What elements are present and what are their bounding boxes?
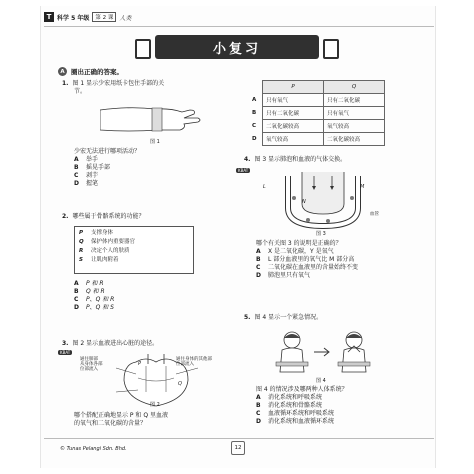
question-5-body [256,386,386,426]
page-header [44,10,131,24]
question-number: 5. [244,314,251,321]
option-label: D [256,272,261,279]
row-label: D [252,136,257,142]
option-text: 消化系统和骨骼系统 [268,402,323,409]
question-2-options [74,280,114,312]
option-label: B [74,288,79,295]
option-label: C [256,410,261,417]
option-a[interactable] [74,280,114,288]
option-c[interactable] [74,172,140,180]
option-label: C [74,296,79,303]
stem-text: 哪些属于骨骼系统的功能？ [72,213,145,220]
stem-text: 图 3 显示肺泡和血液的气体交换。 [254,156,347,163]
subject-label: 科学 5 年级 [57,14,90,22]
statement-text: 保护体内重要器官 [91,239,136,245]
table-header: Q [324,81,385,94]
statement-label: S [79,257,83,263]
book-logo: T [44,12,54,22]
option-d[interactable] [74,304,114,312]
option-text: P 和 R [86,280,104,287]
question-3-stem [62,340,158,348]
option-label: D [256,418,261,425]
option-b[interactable] [256,256,386,264]
label-line: 通往身体的其他部 [176,357,212,362]
question-number: 1. [62,80,69,87]
section-badge: A [58,67,67,76]
option-label: B [74,164,79,171]
option-c[interactable] [256,410,386,418]
label-line: 位部流入 [176,362,194,367]
table-row[interactable] [252,120,385,133]
page-number: 12 [231,441,245,455]
figure-caption: 图 3 [316,231,326,237]
statement-text: 支撑身体 [91,230,114,236]
option-label: A [256,248,261,255]
option-text: X 是二氧化碳，Y 是氧气 [268,248,334,255]
table-row[interactable] [252,94,385,107]
question-1-body [74,148,140,188]
option-text: 握笔 [86,180,99,187]
option-text: Q 和 R [86,288,105,295]
stem-text: 图 4 显示一个紧急情况。 [254,314,323,321]
table-cell: 只有氧气 [324,107,385,120]
option-text: 举手 [86,156,99,163]
option-text: 消化系统和血液循环系统 [268,418,335,425]
table-cell: 二氧化碳较高 [324,133,385,146]
question-1-stem [62,80,242,96]
statement-text: 决定个人的肤质 [91,248,130,254]
label-line: 位部流入 [80,367,98,372]
question-2-stem [62,213,144,221]
heart-label-right [176,357,212,367]
question-4-body [256,240,386,280]
option-label: C [74,172,79,179]
statements-box [74,226,194,274]
option-text: L 部分血液里的氧气比 M 部分高 [268,256,355,263]
heart-label-left [80,357,103,372]
label-p: P [138,361,142,367]
option-d[interactable] [256,272,386,280]
question-text: 图 4 的情况涉及哪两种人体系统？ [256,386,348,393]
answer-table [252,80,385,146]
question-number: 4. [244,156,251,163]
option-d[interactable] [74,180,140,188]
table-cell: 只有氧气 [263,94,324,107]
table-header: P [263,81,324,94]
label-line: 通往肺部 [80,357,98,362]
chapter-title: 人类 [119,14,132,22]
option-text: 摇晃手部 [86,164,111,171]
hand-figure [100,100,220,140]
option-label: A [74,156,79,163]
option-b[interactable] [256,402,386,410]
question-line: 哪个搭配正确地显示 P 和 Q 里血液 [74,412,168,419]
option-a[interactable] [256,248,386,256]
option-text: 消化系统和呼吸系统 [268,394,323,401]
chapter-chip: 第 2 课 [92,12,116,22]
figure-caption: 图 4 [316,378,326,384]
row-label: C [252,123,257,129]
row-label: A [252,97,257,103]
question-4-stem [244,156,346,164]
option-a[interactable] [74,156,140,164]
option-text: 剥芋 [86,172,99,179]
table-cell: 只有二氧化碳 [324,94,385,107]
table-cell: 氧气较高 [324,120,385,133]
section-heading [58,67,123,76]
question-5-stem [244,314,322,322]
option-label: A [74,280,79,287]
figure-caption: 图 1 [150,139,160,145]
section-banner: 小复习 [155,35,319,59]
option-label: D [74,180,79,187]
question-number: 2. [62,213,69,220]
emergency-figure [268,328,378,376]
statement-label: P [79,230,84,236]
table-row[interactable] [252,133,385,146]
kbat-badge: KBAT [238,168,249,173]
table-cell: 氧气较高 [263,133,324,146]
header-divider [44,26,434,27]
kbat-badge: KBAT [60,350,71,355]
question-line: 的氧气和二氧化碳的含量？ [74,420,147,427]
label-q: Q [178,381,182,387]
statement-label: Q [79,239,84,245]
option-text: 二氧化碳在血液里的含量始终不变 [268,264,359,271]
question-text: 少宏无法进行哪项活动？ [74,148,141,155]
figure-caption: 图 2 [150,402,160,408]
option-text: 肺泡里只有氧气 [268,272,311,279]
option-label: D [74,304,79,311]
option-label: B [256,256,261,263]
publisher-credit: © Tunas Pelangi Sdn. Bhd. [60,446,127,452]
footer-divider [44,438,434,439]
option-text: 血液循环系统和呼吸系统 [268,410,335,417]
table-cell: 二氧化碳较高 [263,120,324,133]
option-b[interactable] [74,288,114,296]
question-text: 哪个有关图 3 的说明是正确的？ [256,240,342,247]
option-c[interactable] [74,296,114,304]
row-label: B [252,110,257,116]
question-number: 3. [62,340,69,347]
option-text: P、Q 和 R [86,296,115,303]
label-line: 从身体各部 [80,362,103,367]
alveolus-figure [268,168,378,230]
option-label: C [256,264,261,271]
label-vessel: 血管 [370,212,379,217]
statement-label: R [79,248,84,254]
label-l: L [263,184,266,190]
stem-line: 图 1 显示少宏用纸卡包住手部的关 [72,80,165,87]
label-m: M [360,184,365,190]
option-label: B [256,402,261,409]
label-n: N [302,199,306,205]
stem-line: 节。 [74,88,87,95]
option-a[interactable] [256,394,386,402]
option-text: P、Q 和 S [86,304,114,311]
option-label: A [256,394,261,401]
question-3-body [74,412,168,428]
stem-text: 图 2 显示血液进出心脏的途径。 [72,340,159,347]
table-cell: 只有二氧化碳 [263,107,324,120]
section-instruction: 圈出正确的答案。 [71,68,123,76]
statement-text: 让肌肉附着 [91,257,119,263]
table-row[interactable] [252,107,385,120]
option-c[interactable] [256,264,386,272]
option-d[interactable] [256,418,386,426]
option-b[interactable] [74,164,140,172]
